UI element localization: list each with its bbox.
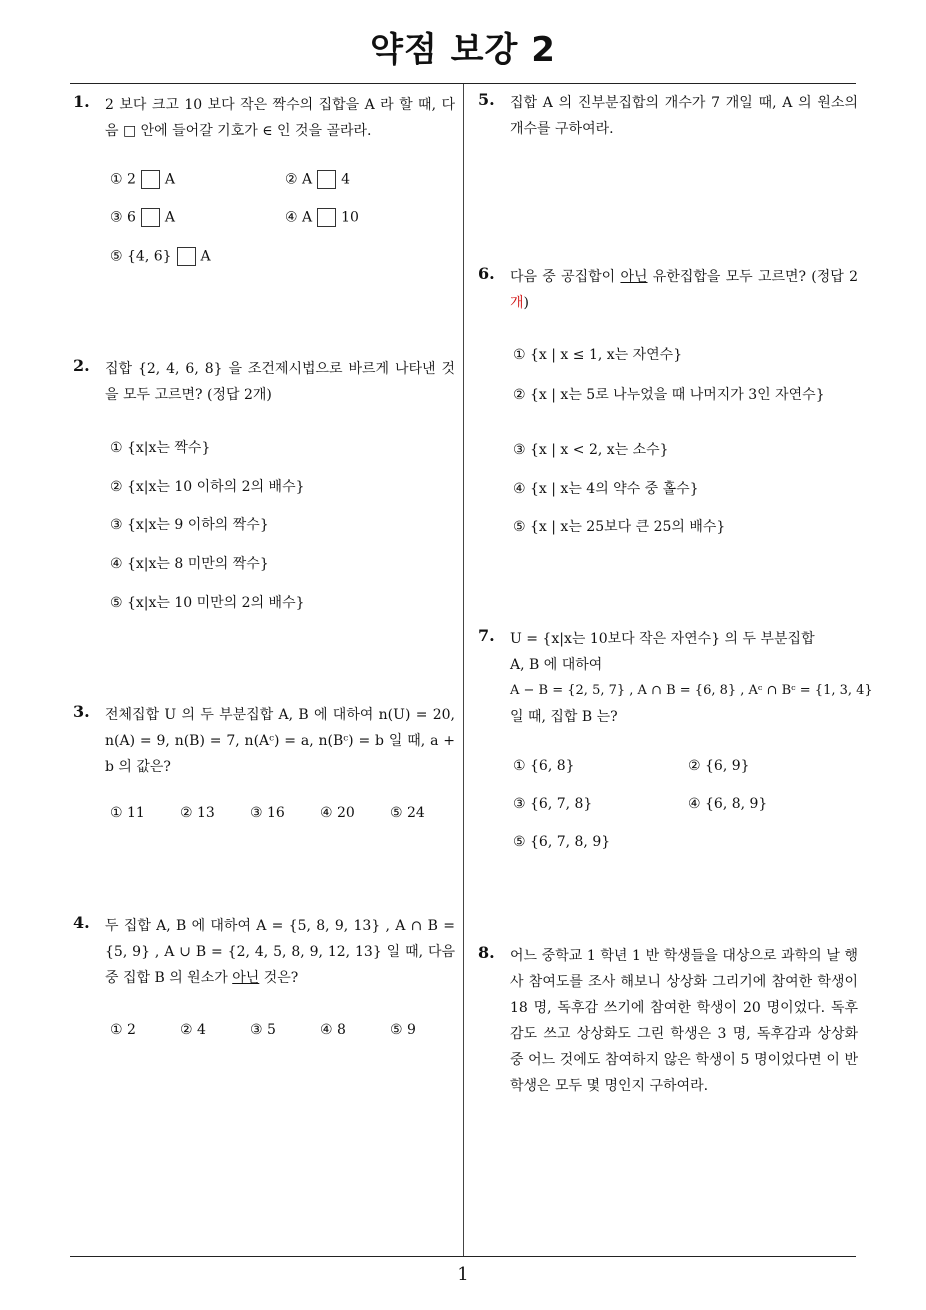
question-text: 전체집합 U 의 두 부분집합 A, B 에 대하여 n(U) = 20, n(A) = 9, n(B) = 7, n(Aᶜ) = a, n(Bᶜ) = b 일 때, a + b 의 값은? (105, 707, 455, 775)
option-3: ③ {x|x는 9 이하의 짝수} (110, 517, 269, 533)
option-2: ② {x | x는 5로 나누었을 때 나머지가 3인 자연수} (513, 387, 825, 403)
question-text: 다음 중 공집합이 아닌 유한집합을 모두 고르면? (정답 2 개) (510, 269, 858, 311)
question-number: 6. (478, 264, 495, 283)
option-5: ⑤ {x|x는 10 미만의 2의 배수} (110, 595, 305, 611)
option-2: ② {6, 9} (688, 758, 750, 774)
question-text: 집합 A 의 진부분집합의 개수가 7 개일 때, A 의 원소의 개수를 구하여라. (510, 95, 858, 137)
page-number: 1 (457, 1264, 469, 1285)
question-text: 2 보다 크고 10 보다 작은 짝수의 집합을 A 라 할 때, 다음 □ 안에 들어갈 기호가 ∈ 인 것을 골라라. (105, 97, 455, 139)
question-text: 두 집합 A, B 에 대하여 A = {5, 8, 9, 13} , A ∩ B = {5, 9} , A ∪ B = {2, 4, 5, 8, 9, 12, 13} 일 때, 다음 중 집합 B 의 원소가 아닌 것은? (105, 918, 455, 986)
question-3 (73, 702, 455, 780)
question-text: U = {x|x는 10보다 작은 자연수} 의 두 부분집합 A, B 에 대하여 A − B = {2, 5, 7} , A ∩ B = {6, 8} , Aᶜ ∩ Bᶜ = {1, 3, 4} 일 때, 집합 B 는? (510, 631, 873, 725)
question-number: 8. (478, 943, 495, 962)
option-5: ⑤ {6, 7, 8, 9} (513, 834, 611, 850)
question-text: 집합 {2, 4, 6, 8} 을 조건제시법으로 바르게 나타낸 것을 모두 고르면? (정답 2개) (105, 361, 455, 403)
option-1: ① {x | x ≤ 1, x는 자연수} (513, 347, 683, 363)
option-2: ② A 4 (285, 171, 351, 188)
option-3: ③ {6, 7, 8} (513, 796, 593, 812)
page-title: 약점 보강 2 (370, 30, 556, 70)
question-number: 3. (73, 702, 90, 721)
option-4: ④ {x | x는 4의 약수 중 홀수} (513, 481, 699, 497)
option-1: ① 2 A (110, 171, 176, 188)
option-3: ③ 6 A (110, 209, 176, 226)
blank-box (317, 208, 336, 227)
question-number: 7. (478, 626, 495, 645)
option-1: ① {6, 8} (513, 758, 575, 774)
bottom-rule (70, 1256, 856, 1257)
question-number: 5. (478, 90, 495, 109)
option-1: ① 2 (110, 1022, 136, 1038)
question-number: 2. (73, 356, 90, 375)
option-4: ④ 20 (320, 805, 355, 821)
question-text: 어느 중학교 1 학년 1 반 학생들을 대상으로 과학의 날 행사 참여도를 조사 해보니 상상화 그리기에 참여한 학생이 18 명, 독후감 쓰기에 참여한 학생이 20 명이었다. 독후감도 쓰고 상상화도 그린 학생은 3 명, 독후감과 상상화 중 어느 것에도 참여하지 않은 학생이 5 명이었다면 이 반 학생은 모두 몇 명인지 구하여라. (510, 948, 858, 1094)
blank-box (177, 247, 196, 266)
option-4: ④ {x|x는 8 미만의 짝수} (110, 556, 269, 572)
blank-box (141, 208, 160, 227)
option-4: ④ {6, 8, 9} (688, 796, 768, 812)
column-divider (463, 84, 464, 1256)
option-3: ③ 16 (250, 805, 285, 821)
question-2 (73, 356, 455, 408)
option-3: ③ 5 (250, 1022, 276, 1038)
option-5: ⑤ 9 (390, 1022, 416, 1038)
option-1: ① 11 (110, 805, 145, 821)
option-1: ① {x|x는 짝수} (110, 440, 211, 456)
question-5 (478, 90, 858, 142)
question-4 (73, 913, 455, 991)
question-1 (73, 92, 455, 144)
option-5: ⑤ 24 (390, 805, 425, 821)
option-2: ② {x|x는 10 이하의 2의 배수} (110, 479, 305, 495)
option-3: ③ {x | x < 2, x는 소수} (513, 442, 669, 458)
option-2: ② 13 (180, 805, 215, 821)
question-number: 4. (73, 913, 90, 932)
blank-box (317, 170, 336, 189)
option-4: ④ A 10 (285, 209, 359, 226)
option-5: ⑤ {4, 6} A (110, 248, 211, 265)
question-7 (478, 626, 873, 730)
question-6 (478, 264, 858, 316)
blank-box (141, 170, 160, 189)
question-8 (478, 943, 858, 1099)
option-2: ② 4 (180, 1022, 206, 1038)
option-5: ⑤ {x | x는 25보다 큰 25의 배수} (513, 519, 726, 535)
option-4: ④ 8 (320, 1022, 346, 1038)
question-number: 1. (73, 92, 90, 111)
